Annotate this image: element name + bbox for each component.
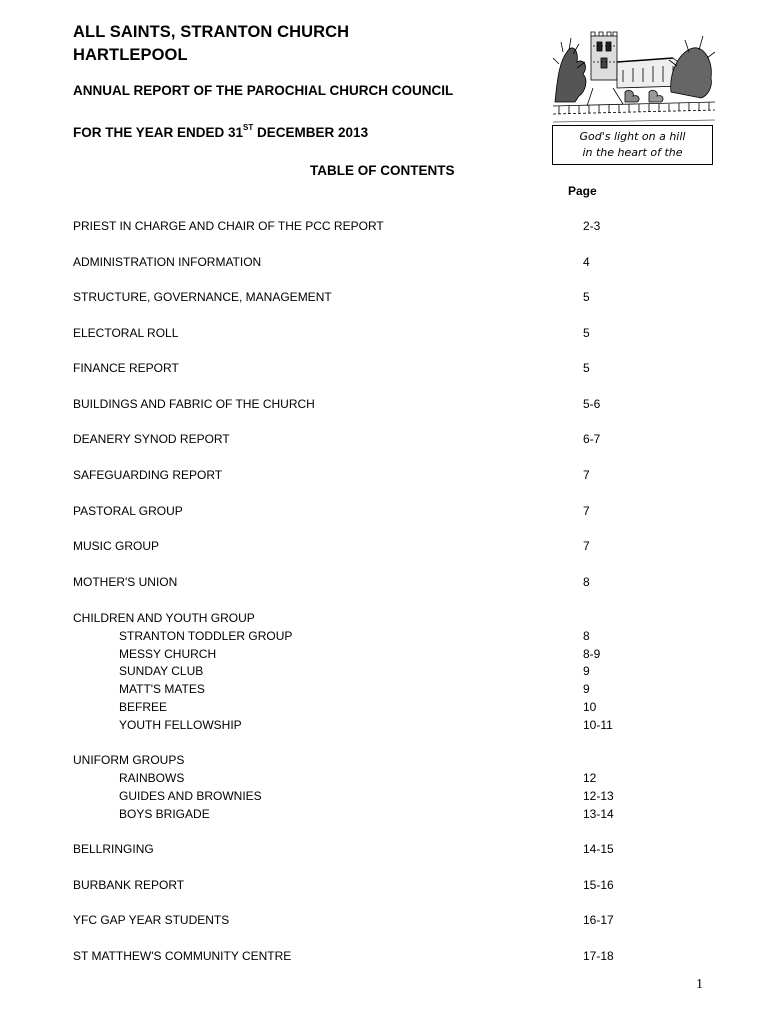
toc-entry-page: 7: [583, 468, 590, 482]
motto-box: [552, 125, 713, 165]
toc-entry-page: 8: [583, 575, 590, 589]
toc-subentry-page: 10-11: [583, 718, 613, 732]
toc-subentry-page: 13-14: [583, 807, 614, 821]
toc-subentry-page: 8-9: [583, 647, 601, 661]
toc-subentry-title: YOUTH FELLOWSHIP: [119, 718, 242, 732]
toc-entry-title: STRUCTURE, GOVERNANCE, MANAGEMENT: [73, 290, 332, 304]
church-illustration: [553, 22, 715, 128]
year-superscript: ST: [243, 123, 254, 132]
toc-subentry-page: 9: [583, 682, 590, 696]
toc-section-title: CHILDREN AND YOUTH GROUP: [73, 611, 255, 625]
page-column-heading: Page: [568, 184, 597, 198]
toc-subentry-title: MATT'S MATES: [119, 682, 205, 696]
town-name: HARTLEPOOL: [73, 46, 188, 64]
toc-entry-title: ST MATTHEW'S COMMUNITY CENTRE: [73, 949, 292, 963]
toc-entry-title: YFC GAP YEAR STUDENTS: [73, 913, 230, 927]
toc-subentry-title: SUNDAY CLUB: [119, 664, 204, 678]
toc-entry-page: 7: [583, 539, 590, 553]
toc-entry-title: ELECTORAL ROLL: [73, 326, 179, 340]
toc-section-title: UNIFORM GROUPS: [73, 753, 185, 767]
year-suffix: DECEMBER 2013: [253, 125, 369, 140]
toc-subentry-page: 9: [583, 664, 590, 678]
toc-entry-page: 5: [583, 290, 590, 304]
toc-subentry-title: BEFREE: [119, 700, 168, 714]
toc-entry-title: SAFEGUARDING REPORT: [73, 468, 223, 482]
toc-subentry-title: MESSY CHURCH: [119, 647, 217, 661]
church-name: ALL SAINTS, STRANTON CHURCH: [73, 23, 350, 41]
toc-entry-page: 5: [583, 361, 590, 375]
toc-entry-title: FINANCE REPORT: [73, 361, 179, 375]
toc-subentry-page: 10: [583, 700, 597, 714]
toc-entry-page: 7: [583, 504, 590, 518]
toc-entry-title: PASTORAL GROUP: [73, 504, 183, 518]
toc-entry-title: BURBANK REPORT: [73, 878, 185, 892]
toc-entry-page: 4: [583, 255, 590, 269]
toc-entry-page: 2-3: [583, 219, 601, 233]
toc-subentry-page: 12-13: [583, 789, 614, 803]
toc-entry-title: MUSIC GROUP: [73, 539, 160, 553]
report-title: ANNUAL REPORT OF THE PAROCHIAL CHURCH COUNCIL: [73, 83, 454, 98]
toc-title: TABLE OF CONTENTS: [310, 163, 455, 178]
toc-entry-title: ADMINISTRATION INFORMATION: [73, 255, 262, 269]
year-prefix: FOR THE YEAR ENDED 31: [73, 125, 244, 140]
toc-entry-title: DEANERY SYNOD REPORT: [73, 432, 230, 446]
motto-line-2: in the heart of the: [582, 146, 683, 159]
toc-subentry-page: 12: [583, 771, 597, 785]
motto-line-1: God's light on a hill: [579, 130, 686, 143]
toc-subentry-title: RAINBOWS: [119, 771, 185, 785]
toc-subentry-page: 8: [583, 629, 590, 643]
toc-entry-title: BELLRINGING: [73, 842, 154, 856]
toc-entry-page: 5: [583, 326, 590, 340]
toc-entry-page: 17-18: [583, 949, 614, 963]
toc-entry-title: PRIEST IN CHARGE AND CHAIR OF THE PCC REPORT: [73, 219, 384, 233]
toc-entry-title: BUILDINGS AND FABRIC OF THE CHURCH: [73, 397, 315, 411]
toc-subentry-title: BOYS BRIGADE: [119, 807, 210, 821]
toc-subentry-title: GUIDES AND BROWNIES: [119, 789, 262, 803]
toc-subentry-title: STRANTON TODDLER GROUP: [119, 629, 293, 643]
toc-entry-page: 16-17: [583, 913, 614, 927]
toc-entry-page: 5-6: [583, 397, 601, 411]
toc-entry-title: MOTHER'S UNION: [73, 575, 178, 589]
toc-entry-page: 15-16: [583, 878, 614, 892]
toc-entry-page: 14-15: [583, 842, 614, 856]
page-number: 1: [696, 977, 703, 992]
report-year: [73, 125, 368, 140]
toc-entry-page: 6-7: [583, 432, 601, 446]
